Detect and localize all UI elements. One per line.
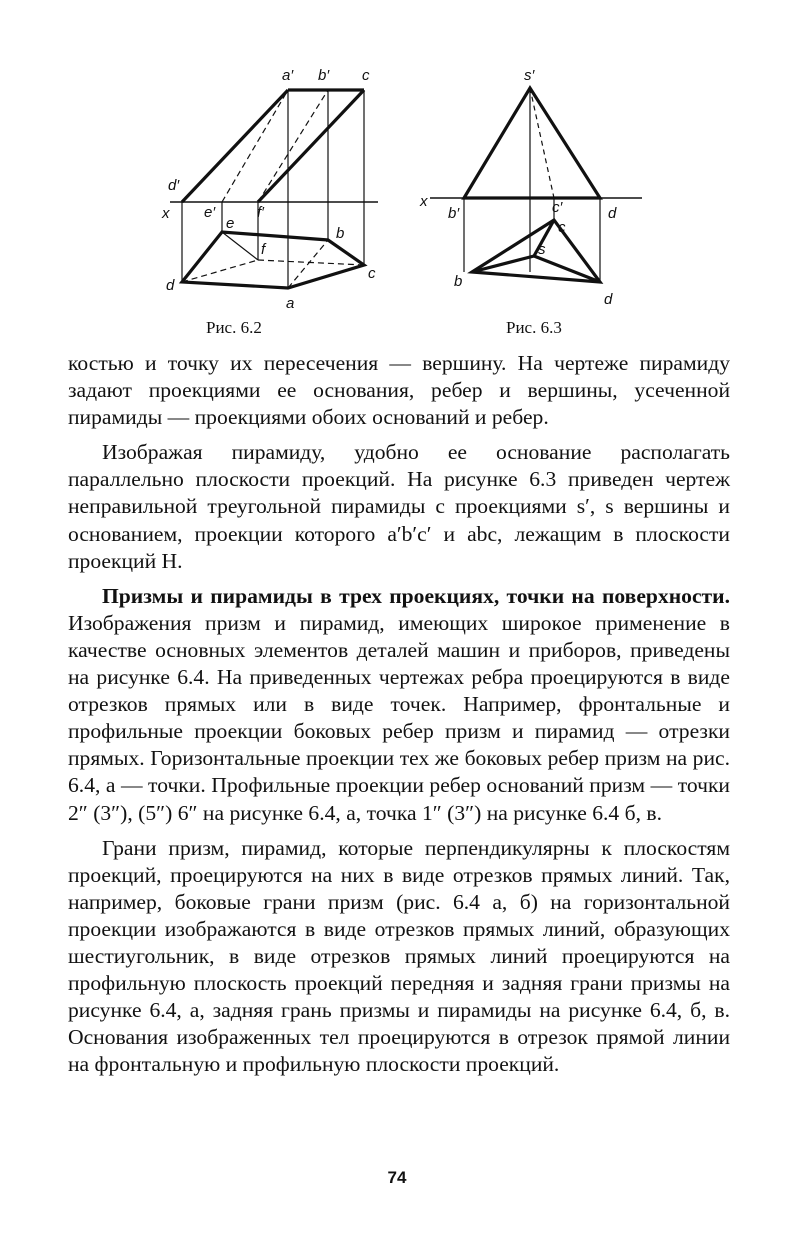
label-c-top: c	[362, 67, 370, 84]
figure-6-2-drawing	[150, 60, 380, 320]
label-x-axis: x	[162, 205, 170, 222]
caption-fig-6-2: Рис. 6.2	[206, 318, 262, 337]
label-b: b	[336, 225, 345, 242]
paragraph-3-text: Изображения призм и пирамид, имеющих широкое применение в качестве основных элементов деталей машин и приборов, приведены на рисунке 6.4. На приведенных чертежах ребра проецируются в виде отрезков прямых или в виде точек. Например, фронтальные и профильные проекции боковых ребер призм и пирамид — отрезки прямых. Горизонтальные проекции тех же боковых ребер призм на рис. 6.4, а — точки. Профильные проекции ребер оснований призм — точки 2″ (3″), (5″) 6″ на рисунке 6.4, а, точка 1″ (3″) на рисунке 6.4 б, в.	[68, 610, 730, 825]
label-e-prime: e′	[204, 204, 216, 221]
paragraph-3	[68, 583, 730, 827]
paragraph-1: костью и точку их пересечения — вершину. На чертеже пирамиду задают проекциями ее основания, ребер и вершины, усеченной пирамиды — проекциями обоих оснований и ребер.	[68, 351, 730, 430]
label-s-prime: s′	[524, 67, 535, 84]
label-b-2: b	[454, 273, 463, 290]
label-c-prime: c′	[552, 199, 563, 216]
caption-fig-6-3: Рис. 6.3	[506, 318, 562, 337]
label-f-prime: f′	[257, 204, 264, 221]
label-f: f	[261, 241, 266, 258]
label-s: s	[538, 241, 546, 258]
label-e: e	[226, 215, 235, 232]
label-b-prime-2: b′	[448, 205, 460, 222]
paragraph-2: Изображая пирамиду, удобно ее основание располагать параллельно плоскости проекций. На рисунке 6.3 приведен чертеж неправильной треугольной пирамиды с проекциями s′, s вершины и основанием, проекции которого a′b′c′ и abc, лежащим в плоскости проекций H.	[68, 440, 730, 573]
figure-6-3	[410, 60, 650, 320]
figure-6-3-drawing	[410, 60, 650, 320]
label-d-top: d	[608, 205, 617, 222]
label-b-prime: b′	[318, 67, 330, 84]
page-number: 74	[387, 1168, 407, 1187]
label-a: a	[286, 295, 295, 312]
label-d-prime: d′	[168, 177, 180, 194]
label-d-2: d	[604, 291, 613, 308]
paragraph-4: Грани призм, пирамид, которые перпендикулярны к плоскостям проекций, проецируются на них в виде отрезков прямых линий. Так, например, боковые грани призм (рис. 6.4 а, б) на горизонтальной проекции изображаются в виде отрезков прямых линий, образующих шестиугольник, в виде отрезков прямых линий проецируются на профильную плоскость проекций передняя и задняя грани призмы на рисунке 6.4, а, задняя грань призмы и пирамиды на рисунке 6.4, б, в. Основания изображенных тел проецируются в отрезок прямой линии на фронтальную и профильную плоскости проекций.	[68, 835, 730, 1077]
figure-6-2	[150, 60, 380, 320]
body-text	[68, 350, 730, 1078]
label-d: d	[166, 277, 175, 294]
section-heading: Призмы и пирамиды в трех проекциях, точки на поверхности.	[102, 583, 730, 608]
label-c-2: c	[558, 219, 566, 236]
label-a-prime: a′	[282, 67, 294, 84]
label-c: c	[368, 265, 376, 282]
label-x-axis-2: x	[420, 193, 428, 210]
